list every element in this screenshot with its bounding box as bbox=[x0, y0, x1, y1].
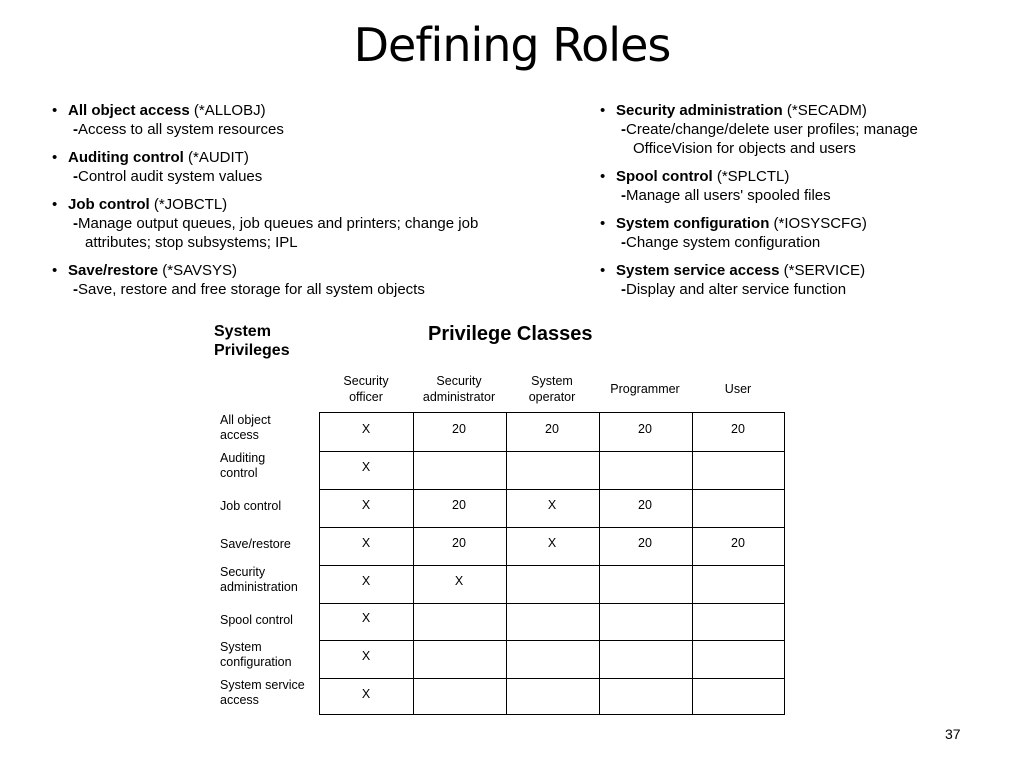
privilege-description bbox=[616, 280, 980, 299]
privilege-name: System service access bbox=[616, 262, 780, 279]
row-header-line: Auditing bbox=[220, 450, 266, 465]
privilege-name: System configuration bbox=[616, 215, 770, 232]
row-divider bbox=[320, 640, 784, 641]
row-header bbox=[220, 537, 291, 552]
privilege-code: (*AUDIT) bbox=[183, 149, 249, 166]
bullet-item bbox=[600, 167, 980, 205]
row-header-line: Spool control bbox=[220, 612, 293, 627]
bullet-heading bbox=[68, 195, 552, 214]
description-line: OfficeVision for objects and users bbox=[633, 140, 856, 157]
row-header-line: System service bbox=[220, 678, 305, 693]
column-header bbox=[688, 381, 788, 397]
table-cell: X bbox=[547, 535, 557, 550]
bullet-heading bbox=[616, 167, 980, 186]
privilege-name: All object access bbox=[68, 102, 190, 119]
privilege-name: Job control bbox=[68, 196, 150, 213]
privilege-description bbox=[68, 167, 552, 186]
table-cell: 20 bbox=[638, 535, 652, 550]
row-header-line: access bbox=[220, 693, 259, 708]
dash-marker: - bbox=[73, 215, 78, 232]
privilege-name: Spool control bbox=[616, 168, 713, 185]
row-header-line: administration bbox=[220, 579, 298, 594]
table-cell: 20 bbox=[545, 421, 559, 436]
bullet-item bbox=[52, 261, 552, 299]
system-privileges-heading bbox=[214, 322, 290, 360]
slide-title: Defining Roles bbox=[353, 18, 671, 72]
privilege-description bbox=[616, 233, 980, 252]
privilege-code: (*JOBCTL) bbox=[149, 196, 228, 213]
column-header-line: Programmer bbox=[610, 382, 680, 396]
column-header-line: administrator bbox=[422, 390, 496, 404]
row-divider bbox=[320, 678, 784, 679]
row-header-line: Job control bbox=[220, 499, 282, 514]
row-header-line: Save/restore bbox=[220, 537, 291, 552]
description-line: Access to all system resources bbox=[78, 121, 284, 138]
row-divider bbox=[320, 565, 784, 566]
table-cell: 20 bbox=[452, 497, 466, 512]
system-privileges-line: Privileges bbox=[214, 342, 290, 359]
table-cell: X bbox=[361, 535, 371, 550]
row-divider bbox=[320, 603, 784, 604]
description-line: attributes; stop subsystems; IPL bbox=[85, 234, 298, 251]
row-divider bbox=[320, 527, 784, 528]
row-header bbox=[220, 451, 265, 481]
table-cell: X bbox=[454, 573, 464, 588]
dash-marker: - bbox=[73, 121, 78, 138]
privilege-name: Auditing control bbox=[68, 149, 184, 166]
row-header-line: access bbox=[220, 427, 259, 442]
privilege-code: (*SPLCTL) bbox=[712, 168, 790, 185]
row-header bbox=[220, 678, 305, 708]
column-header bbox=[409, 373, 509, 405]
privilege-name: Security administration bbox=[616, 102, 783, 119]
row-divider bbox=[320, 451, 784, 452]
table-cell: 20 bbox=[731, 421, 745, 436]
column-header bbox=[316, 373, 416, 405]
table-cell: X bbox=[361, 687, 371, 702]
system-privileges-line: System bbox=[214, 323, 271, 340]
bullet-item bbox=[52, 148, 552, 186]
row-header bbox=[220, 413, 271, 443]
bullet-heading bbox=[68, 148, 552, 167]
table-cell: X bbox=[361, 497, 371, 512]
table-cell: X bbox=[361, 421, 371, 436]
column-divider bbox=[692, 413, 693, 714]
column-header bbox=[502, 373, 602, 405]
bullet-item bbox=[600, 214, 980, 252]
dash-marker: - bbox=[73, 281, 78, 298]
column-header-line: Security bbox=[343, 374, 389, 388]
table-cell: X bbox=[361, 649, 371, 664]
bullet-heading bbox=[616, 214, 980, 233]
row-header bbox=[220, 499, 281, 514]
privilege-code: (*SAVSYS) bbox=[158, 262, 237, 279]
row-header-line: Security bbox=[220, 564, 266, 579]
privilege-code: (*SECADM) bbox=[782, 102, 867, 119]
column-divider bbox=[506, 413, 507, 714]
privilege-code: (*IOSYSCFG) bbox=[769, 215, 867, 232]
table-cell: 20 bbox=[452, 421, 466, 436]
privilege-code: (*ALLOBJ) bbox=[189, 102, 266, 119]
dash-marker: - bbox=[621, 281, 626, 298]
description-line: Manage output queues, job queues and printers; change job bbox=[78, 215, 479, 232]
row-header bbox=[220, 613, 293, 628]
privilege-description bbox=[68, 120, 552, 139]
description-line: Change system configuration bbox=[626, 234, 821, 251]
privilege-description bbox=[616, 120, 980, 158]
bullet-item bbox=[600, 101, 980, 158]
column-divider bbox=[413, 413, 414, 714]
row-header-line: System bbox=[220, 640, 262, 655]
privilege-code: (*SERVICE) bbox=[779, 262, 866, 279]
table-cell: X bbox=[547, 497, 557, 512]
table-cell: 20 bbox=[731, 535, 745, 550]
bullet-item bbox=[52, 195, 552, 252]
bullet-heading bbox=[68, 261, 552, 280]
row-header-line: All object bbox=[220, 412, 271, 427]
description-line: Save, restore and free storage for all system objects bbox=[78, 281, 425, 298]
description-line: Create/change/delete user profiles; manage bbox=[626, 121, 918, 138]
dash-marker: - bbox=[621, 121, 626, 138]
table-cell: 20 bbox=[638, 497, 652, 512]
bullet-heading bbox=[68, 101, 552, 120]
column-header-line: officer bbox=[349, 390, 383, 404]
privilege-description bbox=[616, 186, 980, 205]
table-cell: X bbox=[361, 611, 371, 626]
privilege-name: Save/restore bbox=[68, 262, 159, 279]
row-header-line: control bbox=[220, 465, 258, 480]
row-header-line: configuration bbox=[220, 655, 292, 670]
row-header bbox=[220, 565, 298, 595]
left-bullet-list bbox=[52, 101, 552, 308]
table-cell: 20 bbox=[452, 535, 466, 550]
dash-marker: - bbox=[73, 168, 78, 185]
column-header-line: operator bbox=[528, 390, 576, 404]
dash-marker: - bbox=[621, 187, 626, 204]
bullet-item bbox=[600, 261, 980, 299]
column-header-line: User bbox=[724, 382, 752, 396]
privilege-classes-heading: Privilege Classes bbox=[428, 323, 593, 345]
page-number: 37 bbox=[945, 726, 961, 742]
privilege-grid bbox=[319, 412, 785, 715]
column-header-line: Security bbox=[436, 374, 482, 388]
privilege-description bbox=[68, 280, 552, 299]
dash-marker: - bbox=[621, 234, 626, 251]
privilege-description bbox=[68, 214, 552, 252]
description-line: Display and alter service function bbox=[626, 281, 847, 298]
column-divider bbox=[599, 413, 600, 714]
description-line: Manage all users' spooled files bbox=[626, 187, 831, 204]
column-header-line: System bbox=[531, 374, 573, 388]
table-cell: X bbox=[361, 573, 371, 588]
row-header bbox=[220, 640, 292, 670]
row-divider bbox=[320, 489, 784, 490]
table-cell: 20 bbox=[638, 421, 652, 436]
column-header bbox=[595, 381, 695, 397]
description-line: Control audit system values bbox=[78, 168, 263, 185]
bullet-item bbox=[52, 101, 552, 139]
bullet-heading bbox=[616, 101, 980, 120]
bullet-heading bbox=[616, 261, 980, 280]
table-cell: X bbox=[361, 459, 371, 474]
right-bullet-list bbox=[600, 101, 980, 308]
